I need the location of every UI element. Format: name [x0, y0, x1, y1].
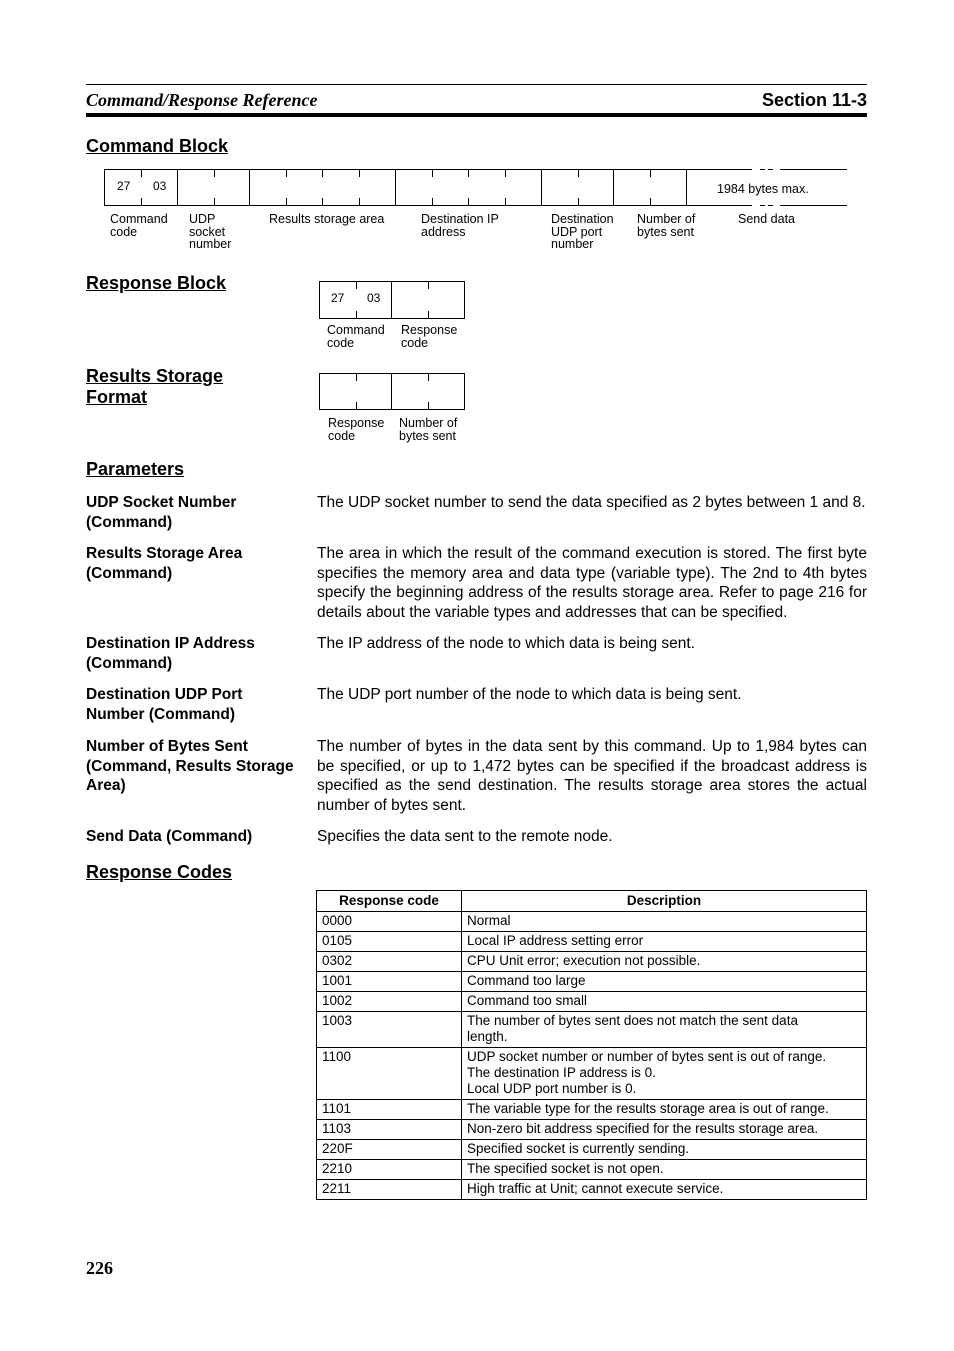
command-code-lo: 03: [153, 179, 167, 193]
response-command-code-box: [319, 281, 392, 319]
field-label-destination-port: Destination UDP port number: [551, 212, 614, 251]
response-code-box: [391, 281, 465, 319]
description-cell: Command too small: [462, 992, 867, 1012]
field-label-command-code: Command code: [110, 212, 168, 239]
column-header-description: Description: [462, 891, 867, 912]
description-cell: UDP socket number or number of bytes sent is out of range. The destination IP address is 0. Local UDP port number is 0.: [462, 1048, 867, 1100]
command-block-heading: Command Block: [86, 136, 229, 156]
page-number: 226: [86, 1258, 113, 1278]
param-term-results-storage: Results Storage Area (Command): [86, 545, 243, 582]
field-label-udp-socket: UDP socket number: [189, 212, 232, 251]
udp-socket-box: [177, 169, 250, 206]
field-label-destination-ip: Destination IP address: [421, 212, 499, 239]
table-row: [317, 1160, 867, 1180]
response-codes-heading: Response Codes: [86, 862, 233, 882]
param-desc-udp-socket: The UDP socket number to send the data specified as 2 bytes between 1 and 8.: [317, 494, 866, 511]
bytes-sent-box: [613, 169, 687, 206]
param-desc-destination-port: The UDP port number of the node to which data is being sent.: [317, 686, 742, 703]
response-label-command-code: Command code: [327, 323, 385, 350]
description-cell: Normal: [462, 912, 867, 932]
destination-ip-box: [395, 169, 542, 206]
running-header-title: Command/Response Reference: [86, 90, 318, 110]
description-cell: Specified socket is currently sending.: [462, 1140, 867, 1160]
field-label-bytes-sent: Number of bytes sent: [637, 212, 696, 239]
response-code-cell: 1003: [317, 1012, 462, 1048]
results-storage-box: [249, 169, 396, 206]
response-code-cell: 2210: [317, 1160, 462, 1180]
response-block-heading: Response Block: [86, 273, 227, 293]
table-row: [317, 1120, 867, 1140]
table-row: [317, 1180, 867, 1200]
running-header-section: Section 11-3: [761, 90, 867, 110]
table-row: [317, 992, 867, 1012]
param-term-send-data: Send Data (Command): [86, 828, 253, 845]
description-cell: Non-zero bit address specified for the results storage area.: [462, 1120, 867, 1140]
column-header-code: Response code: [317, 891, 462, 912]
param-desc-send-data: Specifies the data sent to the remote node.: [317, 828, 613, 845]
table-row: [317, 912, 867, 932]
response-code-lo: 03: [367, 291, 381, 305]
table-row: [317, 952, 867, 972]
command-code-box: [104, 169, 178, 206]
description-cell: The number of bytes sent does not match the sent data length.: [462, 1012, 867, 1048]
param-term-udp-socket: UDP Socket Number (Command): [86, 494, 237, 531]
storage-label-response-code: Response code: [328, 416, 385, 443]
description-cell: Command too large: [462, 972, 867, 992]
response-label-response-code: Response code: [401, 323, 458, 350]
response-code-cell: 1100: [317, 1048, 462, 1100]
results-storage-heading: Results Storage Format: [86, 366, 224, 407]
table-row: [317, 972, 867, 992]
table-header-row: [317, 891, 867, 912]
description-cell: The variable type for the results storage area is out of range.: [462, 1100, 867, 1120]
table-row: [317, 1048, 867, 1100]
table-row: [317, 1100, 867, 1120]
param-term-destination-ip: Destination IP Address (Command): [86, 635, 255, 672]
description-cell: The specified socket is not open.: [462, 1160, 867, 1180]
destination-port-box: [541, 169, 614, 206]
command-code-hi: 27: [117, 179, 131, 193]
response-code-cell: 2211: [317, 1180, 462, 1200]
param-desc-results-storage: The area in which the result of the command execution is stored. The first byte specifies the memory area and data type (variable type). The 2nd to 4th bytes specify the beginning address of the results storage area. Refer to page 216 for details about the variable types and addresses that can be specified.: [317, 545, 867, 621]
description-cell: Local IP address setting error: [462, 932, 867, 952]
field-label-results-storage: Results storage area: [269, 212, 385, 226]
header-rule-bottom: [86, 113, 867, 117]
field-label-send-data: Send data: [738, 212, 795, 226]
response-code-hi: 27: [331, 291, 345, 305]
storage-response-code-box: [319, 373, 392, 410]
response-code-cell: 1101: [317, 1100, 462, 1120]
header-rule-top: [86, 84, 867, 85]
storage-bytes-sent-box: [391, 373, 465, 410]
param-term-bytes-sent: Number of Bytes Sent (Command, Results Storage Area): [86, 738, 294, 794]
response-code-cell: 220F: [317, 1140, 462, 1160]
param-desc-destination-ip: The IP address of the node to which data is being sent.: [317, 635, 695, 652]
table-row: [317, 1012, 867, 1048]
response-code-cell: 1002: [317, 992, 462, 1012]
response-codes-table: [316, 890, 867, 1200]
response-code-cell: 0302: [317, 952, 462, 972]
table-row: [317, 1140, 867, 1160]
storage-label-bytes-sent: Number of bytes sent: [399, 416, 458, 443]
send-data-max-label: 1984 bytes max.: [717, 182, 809, 196]
response-code-cell: 0000: [317, 912, 462, 932]
response-code-cell: 1001: [317, 972, 462, 992]
description-cell: High traffic at Unit; cannot execute service.: [462, 1180, 867, 1200]
table-row: [317, 932, 867, 952]
parameters-heading: Parameters: [86, 459, 185, 479]
param-term-destination-port: Destination UDP Port Number (Command): [86, 686, 243, 723]
response-code-cell: 0105: [317, 932, 462, 952]
param-desc-bytes-sent: The number of bytes in the data sent by this command. Up to 1,984 bytes can be specified, or up to 1,472 bytes can be specified if the broadcast address is specified as the send destination. The results storage area stores the actual number of bytes sent.: [317, 738, 867, 814]
description-cell: CPU Unit error; execution not possible.: [462, 952, 867, 972]
response-code-cell: 1103: [317, 1120, 462, 1140]
